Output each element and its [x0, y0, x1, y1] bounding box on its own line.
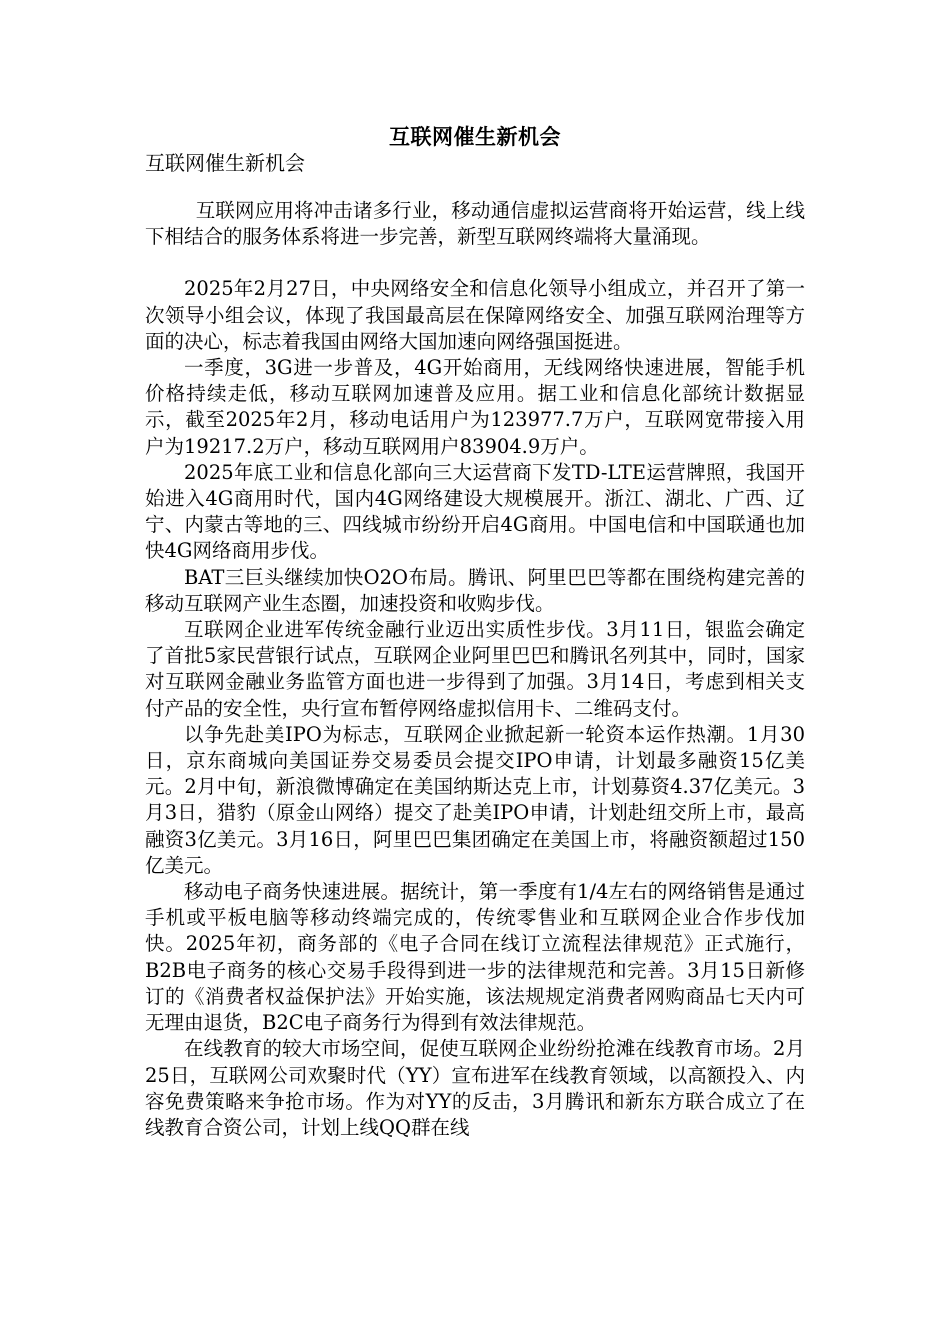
paragraph-2: 一季度，3G进一步普及，4G开始商用，无线网络快速进展，智能手机价格持续走低，移动互联网加速普及应用。据工业和信息化部统计数据显示，截至2025年2月，移动电话用户为123977.7万户，互联网宽带接入用户为19217.2万户，移动互联网用户83904.9万户。: [145, 356, 805, 458]
paragraph-1: 2025年2月27日，中央网络安全和信息化领导小组成立，并召开了第一次领导小组会议，体现了我国最高层在保障网络安全、加强互联网治理等方面的决心，标志着我国由网络大国加速向网络强国挺进。: [145, 277, 805, 353]
paragraph-8: 在线教育的较大市场空间，促使互联网企业纷纷抢滩在线教育市场。2月25日，互联网公司欢聚时代（YY）宣布进军在线教育领域，以高额投入、内容免费策略来争抢市场。作为对YY的反击，3月腾讯和新东方联合成立了在线教育合资公司，计划上线QQ群在线: [145, 1037, 805, 1139]
document-body: [145, 198, 805, 1141]
document-title: 互联网催生新机会: [389, 124, 561, 149]
paragraph-4: BAT三巨头继续加快O2O布局。腾讯、阿里巴巴等都在围绕构建完善的移动互联网产业生态圈，加速投资和收购步伐。: [145, 565, 805, 615]
document-subtitle: 互联网催生新机会: [145, 151, 305, 175]
paragraph-6: 以争先赴美IPO为标志，互联网企业掀起新一轮资本运作热潮。1月30日，京东商城向美国证券交易委员会提交IPO申请，计划最多融资15亿美元。2月中旬，新浪微博确定在美国纳斯达克上市，计划募资4.37亿美元。3月3日，猎豹（原金山网络）提交了赴美IPO申请，计划赴纽交所上市，最高融资3亿美元。3月16日，阿里巴巴集团确定在美国上市，将融资额超过150亿美元。: [145, 722, 805, 877]
paragraph-gap: [145, 250, 805, 276]
paragraph-5: 互联网企业进军传统金融行业迈出实质性步伐。3月11日，银监会确定了首批5家民营银行试点，互联网企业阿里巴巴和腾讯名列其中，同时，国家对互联网金融业务监管方面也进一步得到了加强。3月14日，考虑到相关支付产品的安全性，央行宣布暂停网络虚拟信用卡、二维码支付。: [145, 618, 805, 720]
lead-paragraph: 互联网应用将冲击诸多行业，移动通信虚拟运营商将开始运营，线上线下相结合的服务体系将进一步完善，新型互联网终端将大量涌现。: [145, 199, 805, 249]
paragraph-7: 移动电子商务快速进展。据统计，第一季度有1/4左右的网络销售是通过手机或平板电脑等移动终端完成的，传统零售业和互联网企业合作步伐加快。2025年初，商务部的《电子合同在线订立流程法律规范》正式施行，B2B电子商务的核心交易手段得到进一步的法律规范和完善。3月15日新修订的《消费者权益保护法》开始实施，该法规规定消费者网购商品七天内可无理由退货，B2C电子商务行为得到有效法律规范。: [145, 880, 805, 1035]
paragraph-3: 2025年底工业和信息化部向三大运营商下发TD-LTE运营牌照，我国开始进入4G商用时代，国内4G网络建设大规模展开。浙江、湖北、广西、辽宁、内蒙古等地的三、四线城市纷纷开启4G商用。中国电信和中国联通也加快4G网络商用步伐。: [145, 460, 805, 563]
